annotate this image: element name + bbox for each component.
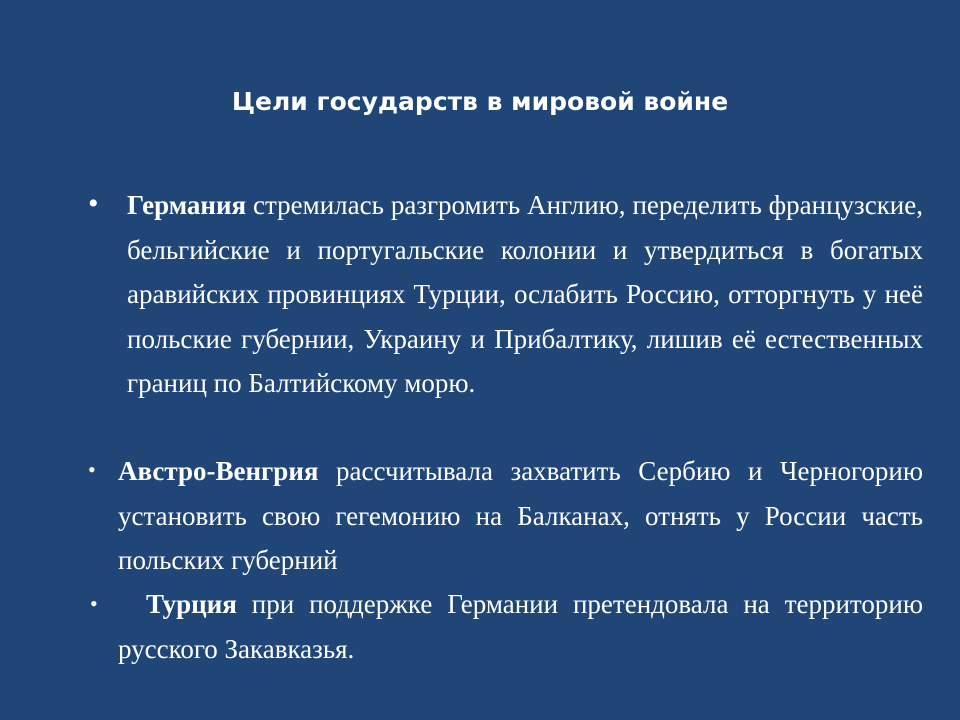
item-text: рассчитывала захватить Сербию и Черногорию установить свою гегемонию на Балканах, отнять у России часть польских губерний bbox=[118, 456, 923, 575]
country-name: Турция bbox=[146, 589, 237, 619]
item-text: стремилась разгромить Англию, переделить французские, бельгийские и португальские колонии и утвердиться в богатых аравийских провинциях Турции, ослабить Россию, отторгнуть у неё польские губернии, Украину и Прибалтику, лишив её естественных границ по Балтийскому морю. bbox=[127, 190, 923, 398]
bullet-icon: • bbox=[88, 457, 96, 482]
list-item-turkey bbox=[118, 582, 923, 671]
bullet-icon: • bbox=[90, 591, 98, 616]
slide-title: Цели государств в мировой войне bbox=[231, 87, 729, 116]
item-text: при поддержке Германии претендовала на территорию русского Закавказья. bbox=[118, 589, 923, 664]
bullet-icon: • bbox=[88, 187, 99, 220]
list-item-austria-hungary bbox=[118, 449, 923, 583]
list-item-germany bbox=[127, 183, 923, 406]
country-name: Германия bbox=[127, 190, 247, 220]
country-name: Австро-Венгрия bbox=[118, 456, 319, 486]
